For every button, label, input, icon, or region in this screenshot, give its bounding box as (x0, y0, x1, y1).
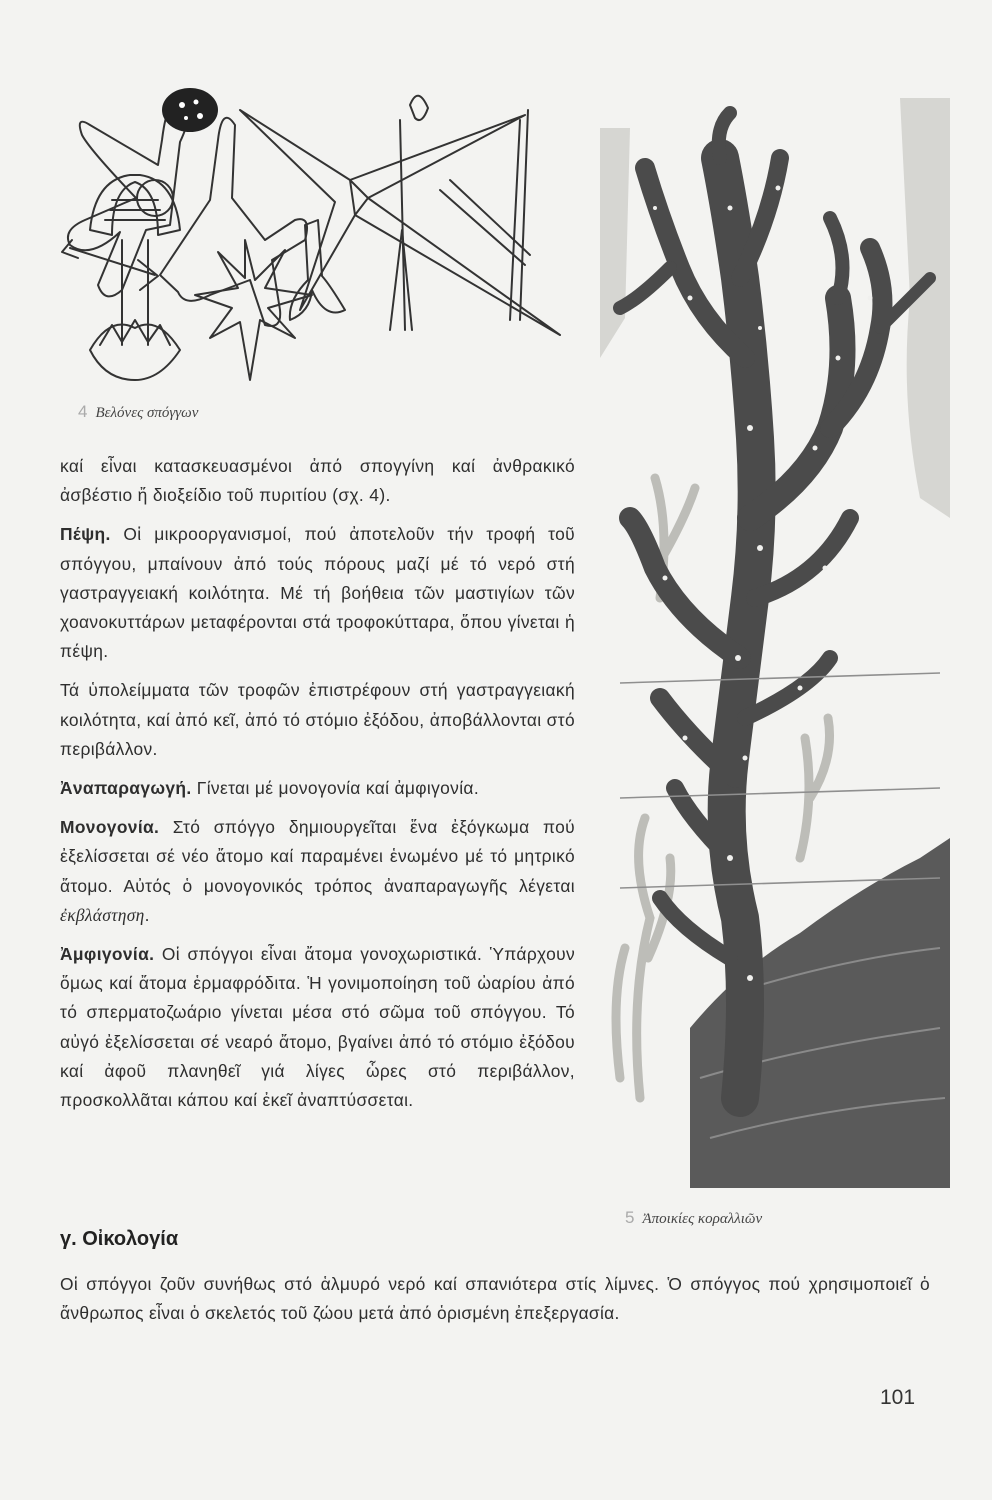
digestion-text: Οἱ μικροοργανισμοί, πού ἀποτελοῦν τήν τροφή τοῦ σπόγγου, μπαίνουν ἀπό τούς πόρους μαζί μέ τό νερό στή γαστραγγειακή κοιλότητα. Μέ τή βοήθεια τῶν μαστιγίων τῶν χοανοκυττάρων μεταφέρονται στά τροφοκύτταρα, ὅπου γίνεται ἡ πέψη. (60, 524, 575, 662)
main-text-column (60, 452, 575, 1115)
term-reproduction: Ἀναπαραγωγή. (60, 778, 192, 799)
asexual-text: Στό σπόγγο δημιουργεῖται ἕνα ἐξόγκωμα πού ἐξελίσσεται σέ νέο ἄτομο καί παραμένει ἑνωμένο μέ τό μητρικό ἄτομο. Αὐτός ὁ μονογονικός τρόπος ἀναπαραγωγῆς λέγεται (60, 817, 575, 896)
paragraph-waste: Τά ὑπολείμματα τῶν τροφῶν ἐπιστρέφουν στή γαστραγγειακή κοιλότητα, καί ἀπό κεῖ, ἀπό τό στόμιο ἐξόδου, ἀποβάλλονται στό περιβάλλον. (60, 680, 575, 759)
sponge-spicules-illustration (50, 80, 580, 390)
term-sexual: Ἀμφιγονία. (60, 944, 155, 965)
term-digestion: Πέψη. (60, 524, 111, 545)
paragraph-ecology: Οἱ σπόγγοι ζοῦν συνήθως στό ἁλμυρό νερό καί σπανιότερα στίς λίμνες. Ὁ σπόγγος πού χρησιμοποιεῖ ὁ ἄνθρωπος εἶναι ὁ σκελετός τοῦ ζώου μετά ἀπό ὁρισμένη ἐπεξεργασία. (60, 1274, 930, 1323)
paragraph-asexual (60, 813, 575, 930)
coral-colonies-illustration (600, 98, 950, 1198)
page-number: 101 (880, 1386, 916, 1409)
figure-5-caption-text: Ἀποικίες κοραλλιῶν (642, 1211, 763, 1227)
paragraph-spicule-material: καί εἶναι κατασκευασμένοι ἀπό σπογγίνη καί ἀνθρακικό ἀσβέστιο ἤ διοξείδιο τοῦ πυριτίου (σχ. 4). (60, 456, 575, 506)
figure-4-caption-text: Βελόνες σπόγγων (95, 405, 199, 421)
reproduction-text: Γίνεται μέ μονογονία καί ἀμφιγονία. (191, 778, 480, 799)
sexual-text: Οἱ σπόγγοι εἶναι ἄτομα γονοχωριστικά. Ὑπάρχουν ὅμως καί ἄτομα ἑρμαφρόδιτα. Ἡ γονιμοποίηση τοῦ ὠαρίου ἀπό τό σπερματοζωάριο γίνεται μέσα στό σῶμα τοῦ σπόγγου. Τό αὐγό ἐξελίσσεται σέ νεαρό ἄτομο, βγαίνει ἀπό τό στόμιο ἐξόδου καί ἀφοῦ πλανηθεῖ γιά λίγες ὧρες στό περιβάλλον, προσκολλᾶται κάπου καί ἐκεῖ ἀναπτύσσεται. (60, 944, 575, 1111)
asexual-end: . (144, 904, 150, 925)
paragraph-sexual (60, 940, 575, 1115)
figure-5-caption (625, 1208, 762, 1228)
figure-5-number: 5 (625, 1208, 635, 1227)
figure-4-number: 4 (78, 402, 88, 421)
paragraph-reproduction (60, 774, 575, 803)
figure-4-caption (78, 402, 198, 422)
paragraph-digestion (60, 520, 575, 666)
term-asexual: Μονογονία. (60, 817, 160, 838)
section-heading-ecology: γ. Οἰκολογία (60, 1228, 179, 1250)
term-budding: ἐκβλάστηση (60, 904, 145, 925)
